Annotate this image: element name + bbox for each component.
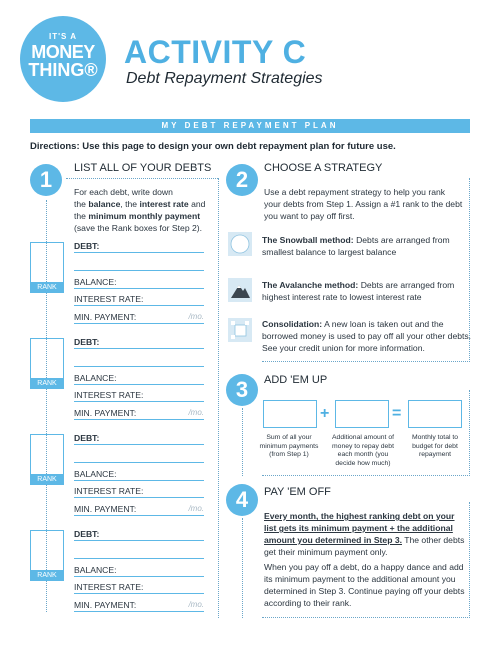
step-1-intro xyxy=(74,186,214,234)
step-1-title-rule xyxy=(66,178,218,179)
min-payment-label: MIN. PAYMENT: xyxy=(74,504,137,514)
intro-min-payment: minimum monthly payment xyxy=(88,211,201,221)
min-payment-field[interactable] xyxy=(74,504,204,516)
intro-text-f: (save the Rank boxes for Step 2). xyxy=(74,223,203,233)
logo-line-1: IT'S A xyxy=(48,32,78,41)
snowball-method xyxy=(262,234,472,258)
debt-field-line[interactable] xyxy=(74,547,204,559)
min-payment-label: MIN. PAYMENT: xyxy=(74,600,137,610)
step-4-paragraph-1 xyxy=(264,510,466,558)
interest-rate-field[interactable] xyxy=(74,486,204,498)
debt-field[interactable]: DEBT: xyxy=(74,241,204,253)
balance-label: BALANCE: xyxy=(74,469,117,479)
interest-rate-label: INTEREST RATE: xyxy=(74,486,144,496)
intro-interest: interest rate xyxy=(139,199,189,209)
intro-text-b: the xyxy=(74,199,86,209)
step-3-badge: 3 xyxy=(226,374,258,406)
interest-rate-label: INTEREST RATE: xyxy=(74,294,144,304)
step-4-title: PAY 'EM OFF xyxy=(264,486,331,498)
consolidation-title: Consolidation: xyxy=(262,319,323,329)
debt-field[interactable]: DEBT: xyxy=(74,529,204,541)
min-payment-field[interactable] xyxy=(74,408,204,420)
step-4-rest: The other debts get their minimum payment only. xyxy=(264,535,465,557)
step-3-left-rail xyxy=(242,408,243,476)
step-3-title: ADD 'EM UP xyxy=(264,374,328,386)
avalanche-icon xyxy=(228,278,252,302)
step-1-title: LIST ALL OF YOUR DEBTS xyxy=(74,162,212,174)
min-payments-sum-box[interactable] xyxy=(263,400,317,428)
brand-logo xyxy=(20,16,106,102)
directions-text: Directions: Use this page to design your own debt repayment plan for future use. xyxy=(30,141,396,152)
step-4-left-rail xyxy=(242,518,243,618)
interest-rate-field[interactable] xyxy=(74,294,204,306)
min-payment-label: MIN. PAYMENT: xyxy=(74,408,137,418)
additional-amount-box[interactable] xyxy=(335,400,389,428)
min-payment-field[interactable] xyxy=(74,312,204,324)
page-subtitle: Debt Repayment Strategies xyxy=(126,70,323,87)
avalanche-text: Debts are arranged from highest interest rate to lowest interest rate xyxy=(262,280,455,302)
rank-label: RANK xyxy=(30,474,64,485)
balance-label: BALANCE: xyxy=(74,565,117,575)
debt-field[interactable]: DEBT: xyxy=(74,433,204,445)
monthly-total-box[interactable] xyxy=(408,400,462,428)
consolidation-text: A new loan is taken out and the borrowed money is used to pay off all your other debts. See your credit union for more information. xyxy=(262,319,472,353)
logo-line-3: THING® xyxy=(28,60,98,80)
step-4-emphasis: Every month, the highest ranking debt on your list gets its minimum payment + the additional amount you determined in Step 3. xyxy=(264,511,455,545)
balance-label: BALANCE: xyxy=(74,373,117,383)
balance-field[interactable] xyxy=(74,565,204,577)
step-2-title: CHOOSE A STRATEGY xyxy=(264,162,383,174)
intro-text-e: the xyxy=(74,211,86,221)
balance-field[interactable] xyxy=(74,469,204,481)
intro-text-a: For each debt, write down xyxy=(74,187,173,197)
avalanche-method xyxy=(262,279,472,303)
rank-label: RANK xyxy=(30,570,64,581)
step-4-paragraph-2: When you pay off a debt, do a happy dance and add its minimum payment to the additional amount you determined in Step 3. Continue paying off your debts according to their rank. xyxy=(264,562,465,608)
per-month-suffix: /mo. xyxy=(188,408,204,417)
rank-label: RANK xyxy=(30,378,64,389)
balance-field[interactable] xyxy=(74,373,204,385)
step-4-badge: 4 xyxy=(226,484,258,516)
intro-text-c: , the xyxy=(120,199,138,209)
snowball-text: Debts are arranged from smallest balance to largest balance xyxy=(262,235,450,257)
consolidation-icon xyxy=(228,318,252,342)
caption-sum: Sum of all your minimum payments (from Step 1) xyxy=(259,434,319,459)
step-1-divider xyxy=(218,178,219,618)
interest-rate-field[interactable] xyxy=(74,390,204,402)
interest-rate-field[interactable] xyxy=(74,582,204,594)
min-payment-field[interactable] xyxy=(74,600,204,612)
interest-rate-label: INTEREST RATE: xyxy=(74,582,144,592)
caption-total: Monthly total to budget for debt repayment xyxy=(411,434,459,459)
balance-label: BALANCE: xyxy=(74,277,117,287)
debt-field-line[interactable] xyxy=(74,451,204,463)
interest-rate-label: INTEREST RATE: xyxy=(74,390,144,400)
logo-line-2: MONEY xyxy=(31,42,95,62)
intro-text-d: and xyxy=(191,199,206,209)
caption-additional: Additional amount of money to repay debt each month (you decide how much) xyxy=(332,434,394,467)
snowball-icon xyxy=(228,232,252,256)
equals-sign: = xyxy=(392,405,402,422)
balance-field[interactable] xyxy=(74,277,204,289)
step-1-badge: 1 xyxy=(30,164,62,196)
min-payment-label: MIN. PAYMENT: xyxy=(74,312,137,322)
rank-label: RANK xyxy=(30,282,64,293)
plus-sign: + xyxy=(320,405,330,422)
per-month-suffix: /mo. xyxy=(188,504,204,513)
intro-balance: balance xyxy=(88,199,121,209)
section-banner: MY DEBT REPAYMENT PLAN xyxy=(30,119,470,133)
debt-field-line[interactable] xyxy=(74,259,204,271)
step-2-badge: 2 xyxy=(226,164,258,196)
debt-field[interactable]: DEBT: xyxy=(74,337,204,349)
step-2-intro: Use a debt repayment strategy to help you rank your debts from Step 1. Assign a #1 rank to the debt you want to pay off first. xyxy=(264,187,463,221)
per-month-suffix: /mo. xyxy=(188,312,204,321)
consolidation-method xyxy=(262,318,472,354)
page-title: ACTIVITY C xyxy=(124,34,307,70)
avalanche-title: The Avalanche method: xyxy=(262,280,359,290)
per-month-suffix: /mo. xyxy=(188,600,204,609)
debt-field-line[interactable] xyxy=(74,355,204,367)
snowball-title: The Snowball method: xyxy=(262,235,354,245)
